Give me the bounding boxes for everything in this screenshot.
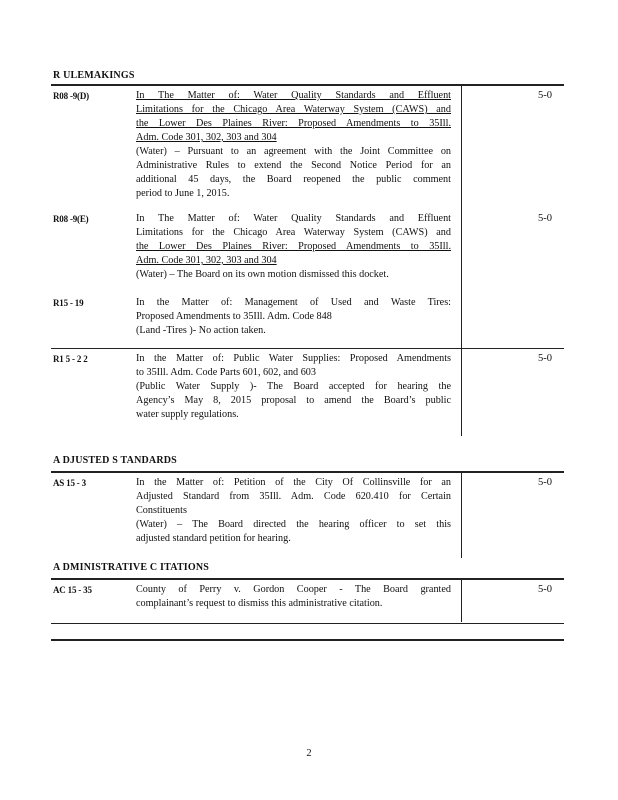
description-line: (Water) – The Board directed the hearing officer to set this [136,519,451,530]
description-line: Constituents [136,505,187,516]
description-line: (Land -Tires )- No action taken. [136,325,266,336]
description-line: In the Matter of: Public Water Supplies: Proposed Amendments [136,353,451,364]
docket-description [136,212,451,282]
vote-count: 5-0 [538,353,552,364]
description-line: In The Matter of: Water Quality Standards and Effluent [136,213,451,224]
docket-description [136,296,451,338]
vote-count: 5-0 [538,213,552,224]
description-line: Adm. Code 301, 302, 303 and 304 [136,255,277,266]
table-bottom-rule [51,623,564,624]
vote-count: 5-0 [538,584,552,595]
description-line: to 35Ill. Adm. Code Parts 601, 602, and 603 [136,367,316,378]
section-rule-rulemakings [51,84,564,86]
description-line: Agency’s May 8, 2015 proposal to amend the Board’s public [136,395,451,406]
description-line: period to June 1, 2015. [136,188,230,199]
description-line: (Water) – Pursuant to an agreement with the Joint Committee on [136,146,451,157]
docket-number: R15 - 19 [53,298,84,308]
description-line: (Public Water Supply )- The Board accepted for hearing the [136,381,451,392]
section-rule-adjusted-standards [51,471,564,473]
docket-description [136,89,451,201]
docket-number: AS 15 - 3 [53,478,86,488]
docket-number: R08 -9(E) [53,214,89,224]
description-line: additional 45 days, the Board reopened the public comment [136,174,451,185]
column-divider-administrative-citations [461,580,462,622]
description-line: the Lower Des Plaines River: Proposed Amendments to 35Ill. [136,241,451,252]
description-line: In the Matter of: Petition of the City Of Collinsville for an [136,477,451,488]
description-line: adjusted standard petition for hearing. [136,533,291,544]
description-line: Limitations for the Chicago Area Waterway System (CAWS) and [136,104,451,115]
description-line: Adm. Code 301, 302, 303 and 304 [136,132,277,143]
description-line: the Lower Des Plaines River: Proposed Amendments to 35Ill. [136,118,451,129]
section-rule-administrative-citations [51,578,564,580]
description-line: County of Perry v. Gordon Cooper - The Board granted [136,584,451,595]
docket-number: R08 -9(D) [53,91,89,101]
description-line: (Water) – The Board on its own motion dismissed this docket. [136,269,389,280]
docket-description [136,352,451,422]
description-line: Adjusted Standard from 35Ill. Adm. Code 620.410 for Certain [136,491,451,502]
vote-count: 5-0 [538,90,552,101]
column-divider-adjusted-standards [461,473,462,558]
docket-description [136,476,451,546]
docket-number: AC 15 - 35 [53,585,92,595]
page-bottom-rule [51,639,564,641]
column-divider-rulemakings [461,86,462,436]
vote-count: 5-0 [538,477,552,488]
description-line: Administrative Rules to extend the Second Notice Period for an [136,160,451,171]
description-line: complainant’s request to dismiss this administrative citation. [136,598,383,609]
description-line: In The Matter of: Water Quality Standards and Effluent [136,90,451,101]
description-line: In the Matter of: Management of Used and Waste Tires: [136,297,451,308]
description-line: Proposed Amendments to 35Ill. Adm. Code 848 [136,311,332,322]
docket-number: R1 5 - 2 2 [53,354,88,364]
row-divider [51,348,564,349]
section-heading-administrative-citations: A DMINISTRATIVE C ITATIONS [53,562,210,573]
description-line: water supply regulations. [136,409,239,420]
section-heading-adjusted-standards: A DJUSTED S TANDARDS [53,455,177,466]
docket-description [136,583,451,611]
description-line: Limitations for the Chicago Area Waterway System (CAWS) and [136,227,451,238]
section-heading-rulemakings: R ULEMAKINGS [53,70,135,81]
page-number: 2 [306,748,312,759]
